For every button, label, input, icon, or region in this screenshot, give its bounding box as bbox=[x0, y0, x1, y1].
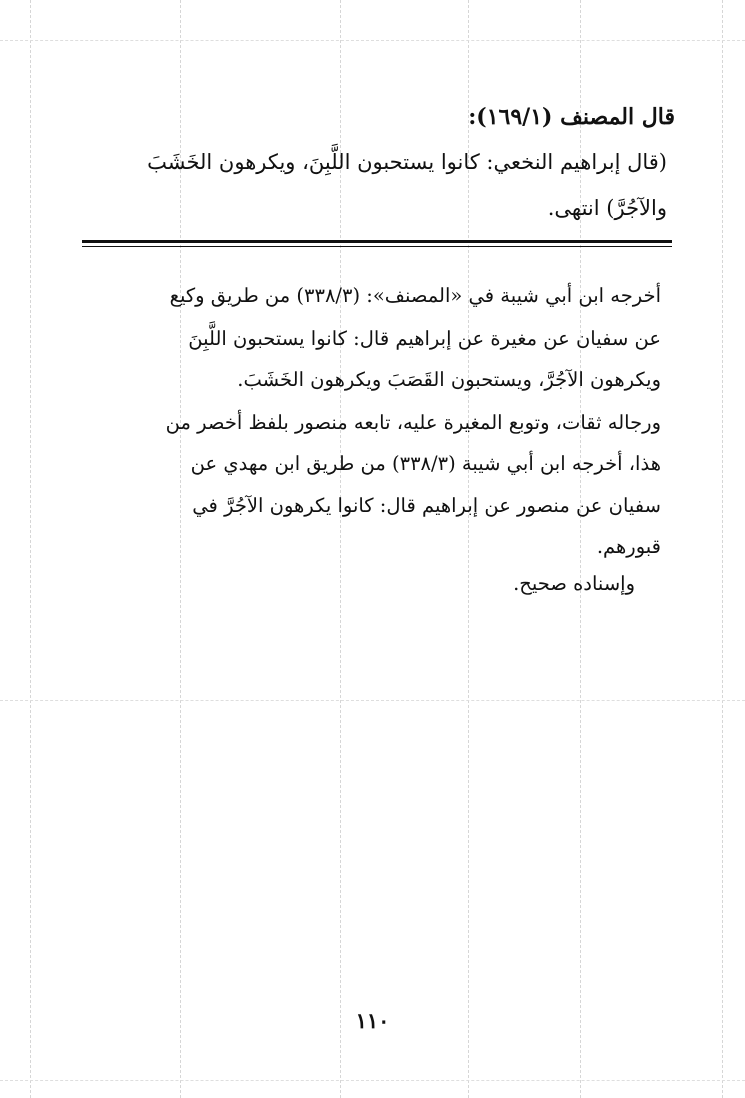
separator-rule bbox=[82, 240, 672, 243]
guide-line bbox=[722, 0, 723, 1098]
guide-line bbox=[30, 0, 31, 1098]
body-line: هذا، أخرجه ابن أبي شيبة (٣٣٨/٣) من طريق ابن مهدي عن bbox=[190, 452, 661, 475]
guide-line bbox=[0, 40, 745, 41]
section-heading: قال المصنف (١٦٩/١): bbox=[468, 104, 675, 130]
page-number: ١١٠ bbox=[355, 1008, 390, 1033]
body-line: أخرجه ابن أبي شيبة في «المصنف»: (٣٣٨/٣) من طريق وكيع bbox=[169, 284, 661, 307]
guide-line bbox=[0, 700, 745, 701]
quote-line: والآجُرَّ) انتهى. bbox=[547, 196, 667, 220]
guide-line bbox=[0, 1080, 745, 1081]
body-line: قبورهم. bbox=[596, 535, 661, 558]
body-line: ورجاله ثقات، وتوبع المغيرة عليه، تابعه منصور بلفظ أخصر من bbox=[165, 411, 661, 434]
quote-line: (قال إبراهيم النخعي: كانوا يستحبون اللَّبِنَ، ويكرهون الخَشَبَ bbox=[147, 150, 667, 174]
body-line: وإسناده صحيح. bbox=[513, 572, 635, 595]
body-line: ويكرهون الآجُرَّ، ويستحبون القَصَبَ ويكرهون الخَشَبَ. bbox=[237, 368, 661, 391]
body-line: عن سفيان عن مغيرة عن إبراهيم قال: كانوا يستحبون اللَّبِنَ bbox=[188, 327, 661, 350]
body-line: سفيان عن منصور عن إبراهيم قال: كانوا يكرهون الآجُرَّ في bbox=[192, 494, 661, 517]
separator-rule bbox=[82, 246, 672, 247]
